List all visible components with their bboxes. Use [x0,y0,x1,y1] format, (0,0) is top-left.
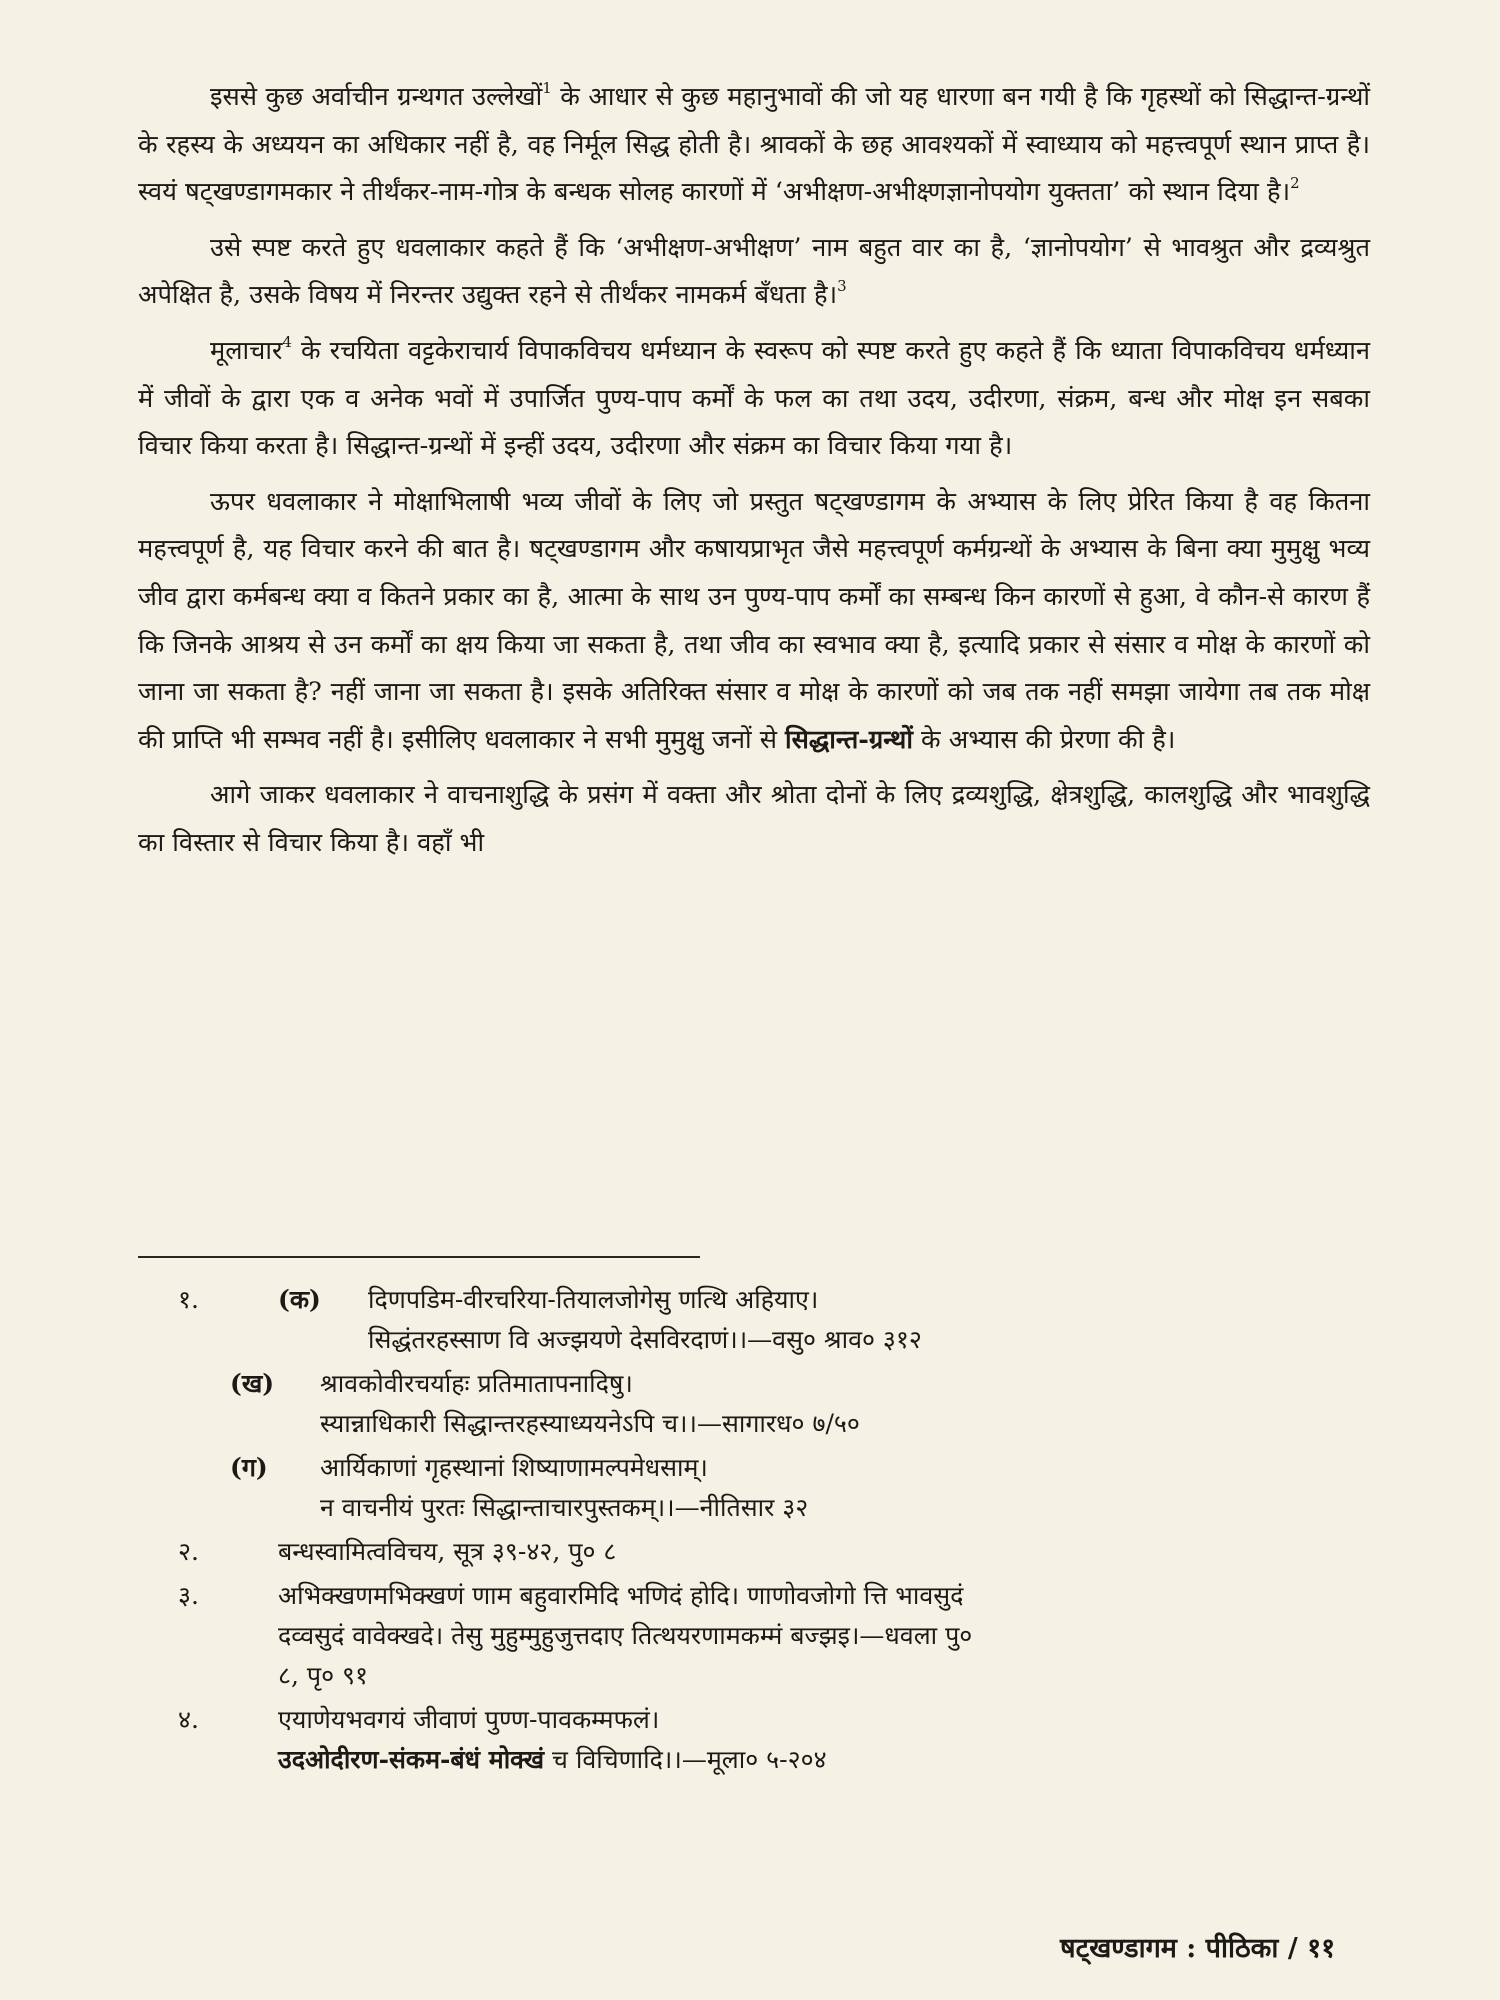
footnote-number: २. [178,1537,199,1566]
footnote-line-rest: च विचिणादि।।—मूला० ५-२०४ [544,1745,827,1774]
paragraph-3-text-rest: के रचयिता वट्टकेराचार्य विपाकविचय धर्मध्यान के स्वरूप को स्पष्ट करते हुए कहते हैं कि ध्याता विपाकविचय धर्मध्यान में जीवों के द्वारा एक व अनेक भवों में उपार्जित पुण्य-पाप कर्मों के फल का तथा उदय, उदीरणा, संक्रम, बन्ध और मोक्ष इन सबका विचार किया करता है। सिद्धान्त-ग्रन्थों में इन्हीं उदय, उदीरणा और संक्रम का विचार किया गया है। [138,335,1371,462]
footnote-ref-2: 2 [1290,174,1300,193]
paragraph-4-text-end: के अभ्यास की प्रेरणा की है। [912,724,1176,755]
paragraph-3 [138,328,1370,471]
footnote-1b-inner [230,1364,1378,1444]
footnote-line: ८, पृ० ९१ [278,1661,369,1690]
footnote-sub-marker: (ग) [230,1453,268,1482]
paragraph-1 [138,74,1370,217]
footnote-line: स्यान्नाधिकारी सिद्धान्तरहस्याध्ययनेऽपि च।।—सागारध० ७/५० [320,1409,860,1438]
footnote-ref-3: 3 [837,277,847,296]
footnote-1b [178,1364,1378,1444]
paragraph-4-text: ऊपर धवलाकार ने मोक्षाभिलाषी भव्य जीवों के लिए जो प्रस्तुत षट्खण्डागम के अभ्यास के लिए प्रेरित किया है वह कितना महत्त्वपूर्ण है, यह विचार करने की बात है। षट्खण्डागम और कषायप्राभृत जैसे महत्त्वपूर्ण कर्मग्रन्थों के अभ्यास के बिना क्या मुमुक्षु भव्य जीव द्वारा कर्मबन्ध क्या व कितने प्रकार का है, आत्मा के साथ उन पुण्य-पाप कर्मों का सम्बन्ध किन कारणों से हुआ, वे कौन-से कारण हैं कि जिनके आश्रय से उन कर्मों का क्षय किया जा सकता है, तथा जीव का स्वभाव क्या है, इत्यादि प्रकार से संसार व मोक्ष के कारणों को जाना जा सकता है? नहीं जाना जा सकता है। इसके अतिरिक्त संसार व मोक्ष के कारणों को जब तक नहीं समझा जायेगा तब तक मोक्ष की प्राप्ति भी सम्भव नहीं है। इसीलिए धवलाकार ने सभी मुमुक्षु जनों से [138,486,1370,755]
footnote-1c [178,1448,1378,1528]
paragraph-2 [138,225,1370,320]
footnote-ref-4: 4 [282,332,292,351]
footnote-4 [178,1700,1378,1780]
body-text [138,74,1370,876]
paragraph-1-text-rest: के आधार से कुछ महानुभावों की जो यह धारणा बन गयी है कि गृहस्थों को सिद्धान्त-ग्रन्थों के रहस्य के अध्ययन का अधिकार नहीं है, वह निर्मूल सिद्ध होती है। श्रावकों के छह आवश्यकों में स्वाध्याय को महत्त्वपूर्ण स्थान प्राप्त है। स्वयं षट्खण्डागमकार ने तीर्थंकर-नाम-गोत्र के बन्धक सोलह कारणों में ‘अभीक्षण-अभीक्ष्णज्ञानोपयोग युक्तता’ को स्थान दिया है। [138,82,1370,208]
footnote-bold-text: उदओदीरण-संकम-बंधं मोक्खं [278,1745,545,1774]
footnote-3 [178,1576,1378,1696]
paragraph-4 [138,479,1370,765]
footnote-line: बन्धस्वामित्वविचय, सूत्र ३९-४२, पु० ८ [278,1537,617,1566]
footnote-line: न वाचनीयं पुरतः सिद्धान्ताचारपुस्तकम्।।—नीतिसार ३२ [320,1493,809,1522]
footnotes [178,1280,1378,1784]
footnote-line [278,1740,1378,1780]
footnote-number: ३. [178,1581,199,1610]
paragraph-3-text: मूलाचार [210,335,283,366]
footnote-ref-1: 1 [542,79,552,97]
footnote-2 [178,1532,1378,1572]
footnote-line: एयाणेयभवगयं जीवाणं पुण्ण-पावकम्मफलं। [278,1705,660,1734]
footnote-line: आर्यिकाणां गृहस्थानां शिष्याणामल्पमेधसाम्। [320,1453,708,1482]
page-footer: षट्खण्डागम : पीठिका / ११ [1060,1933,1336,1964]
footnote-line: दिणपडिम-वीरचरिया-तियालजोगेसु णत्थि अहियाए। [368,1285,819,1314]
paragraph-2-text: उसे स्पष्ट करते हुए धवलाकार कहते हैं कि ‘अभीक्षण-अभीक्षण’ नाम बहुत वार का है, ‘ज्ञानोपयोग’ से भावश्रुत और द्रव्यश्रुत अपेक्षित है, उसके विषय में निरन्तर उद्युक्त रहने से तीर्थंकर नामकर्म बँधता है। [138,232,1370,311]
footnote-sub-marker: (क) [278,1285,321,1314]
footnote-divider [138,1256,700,1258]
paragraph-5 [138,772,1370,867]
paragraph-5-text: आगे जाकर धवलाकार ने वाचनाशुद्धि के प्रसंग में वक्ता और श्रोता दोनों के लिए द्रव्यशुद्धि, क्षेत्रशुद्धि, कालशुद्धि और भावशुद्धि का विस्तार से विचार किया है। वहाँ भी [138,780,1370,858]
footnote-sub-marker: (ख) [230,1369,275,1398]
footnote-number: १. [178,1285,199,1314]
footnote-1c-inner [230,1448,1378,1528]
footnote-1a [278,1280,1378,1360]
paragraph-1-text: इससे कुछ अर्वाचीन ग्रन्थगत उल्लेखों [210,82,543,112]
footnote-number: ४. [178,1705,199,1734]
footnote-line: दव्वसुदं वावेक्खदे। तेसु मुहुम्मुहुजुत्तदाए तित्थयरणामकम्मं बज्झइ।—धवला पु० [278,1621,973,1650]
footnote-1 [178,1280,1378,1360]
footnote-line: अभिक्खणमभिक्खणं णाम बहुवारमिदि भणिदं होदि। णाणोवजोगो त्ति भावसुदं [278,1581,964,1610]
paragraph-4-bold-term: सिद्धान्त-ग्रन्थों [785,724,913,755]
footnote-line: श्रावकोवीरचर्याहः प्रतिमातापनादिषु। [320,1369,633,1398]
footnote-line: सिद्धंतरहस्साण वि अज्झयणे देसविरदाणं।।—वसु० श्राव० ३१२ [368,1325,922,1354]
